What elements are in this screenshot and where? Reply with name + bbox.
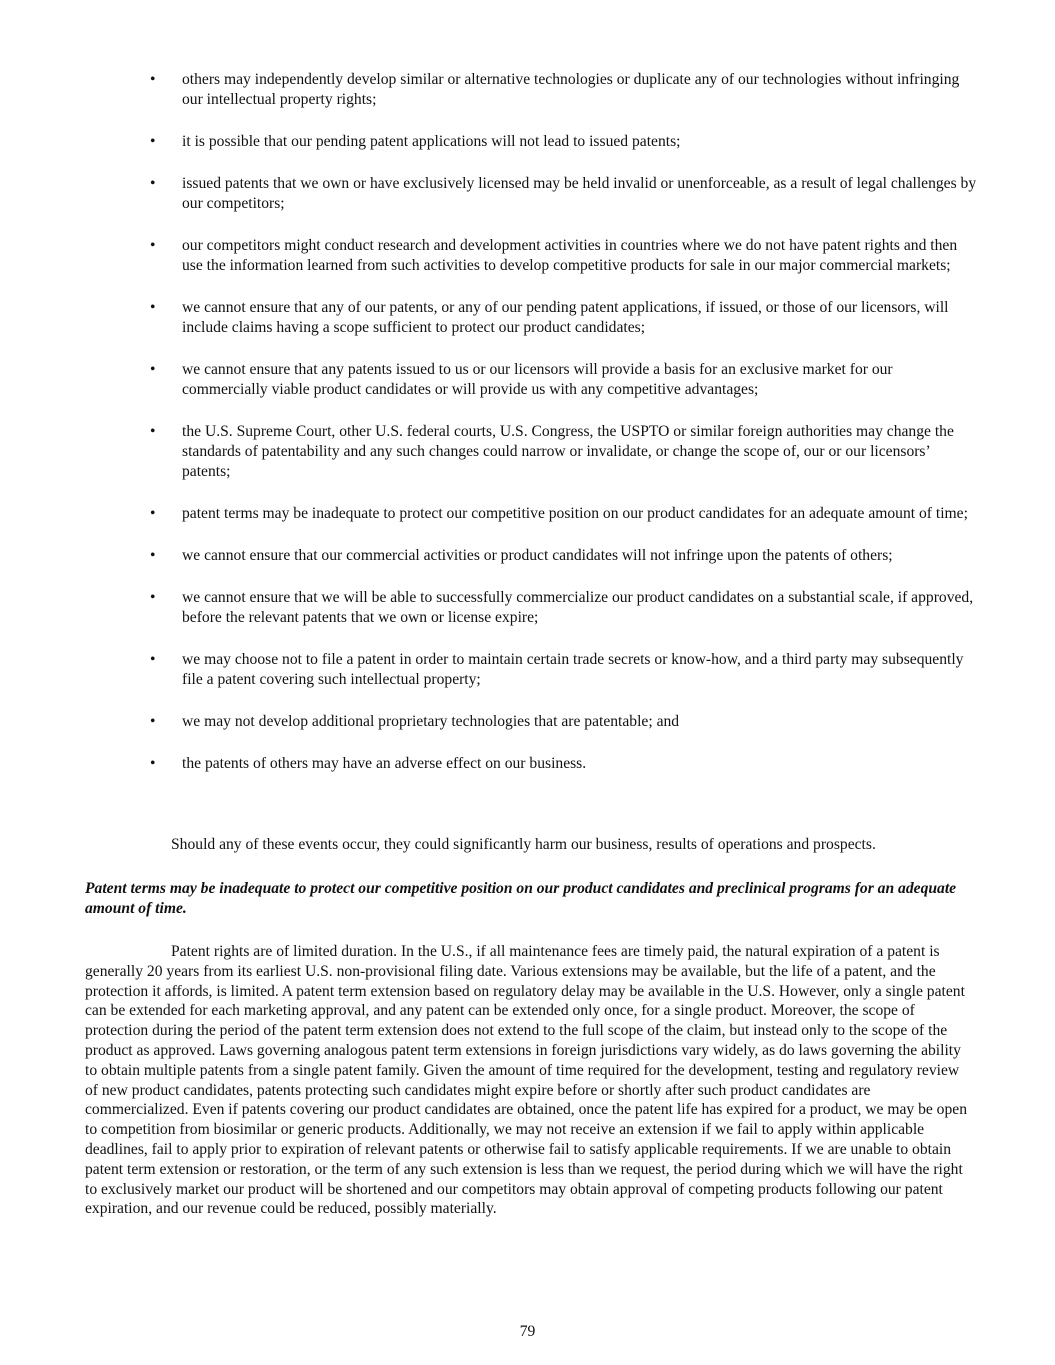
bullet-icon: • <box>150 71 156 88</box>
list-item-text: we cannot ensure that any patents issued to us or our licensors will provide a basis for an exclusive market for our commercially viable product candidates or will provide us with any competitive advantages; <box>182 361 893 398</box>
bullet-icon: • <box>150 299 156 316</box>
list-item-text: our competitors might conduct research and development activities in countries where we do not have patent rights and then use the information learned from such activities to develop competitive products for sale in our major commercial markets; <box>182 237 958 274</box>
list-item <box>148 504 978 524</box>
bullet-icon: • <box>150 547 156 564</box>
bullet-icon: • <box>150 237 156 254</box>
list-item <box>148 422 978 482</box>
page-number: 79 <box>519 1323 536 1340</box>
bullet-icon: • <box>150 423 156 440</box>
list-item-text: we may not develop additional proprietary technologies that are patentable; and <box>182 713 680 730</box>
list-item-text: it is possible that our pending patent applications will not lead to issued patents; <box>182 133 681 150</box>
list-item <box>148 298 978 338</box>
list-item-text: issued patents that we own or have exclusively licensed may be held invalid or unenforceable, as a result of legal challenges by our competitors; <box>182 175 977 212</box>
list-item <box>148 360 978 400</box>
list-item-text: patent terms may be inadequate to protect our competitive position on our product candidates for an adequate amount of time; <box>182 505 968 522</box>
list-item <box>148 70 978 110</box>
list-item-text: others may independently develop similar or alternative technologies or duplicate any of our technologies without infringing our intellectual property rights; <box>182 71 960 108</box>
list-item-text: the U.S. Supreme Court, other U.S. federal courts, U.S. Congress, the USPTO or similar foreign authorities may change the standards of patentability and any such changes could narrow or invalidate, or change the scope of, our or our licensors’ patents; <box>182 423 954 480</box>
list-item-text: we cannot ensure that we will be able to successfully commercialize our product candidates on a substantial scale, if approved, before the relevant patents that we own or license expire; <box>182 589 974 626</box>
bullet-icon: • <box>150 505 156 522</box>
bullet-icon: • <box>150 589 156 606</box>
list-item <box>148 132 978 152</box>
section-heading: Patent terms may be inadequate to protect our competitive position on our product candidates and preclinical programs for an adequate amount of time. <box>85 880 957 917</box>
list-item <box>148 754 978 774</box>
list-item-text: we cannot ensure that any of our patents, or any of our pending patent applications, if issued, or those of our licensors, will include claims having a scope sufficient to protect our product candidates; <box>182 299 949 336</box>
list-item <box>148 174 978 214</box>
risk-bullet-list <box>148 70 978 796</box>
bullet-icon: • <box>150 651 156 668</box>
section-paragraph: Patent rights are of limited duration. In the U.S., if all maintenance fees are timely paid, the natural expiration of a patent is generally 20 years from its earliest U.S. non-provisional filing date. Various extensions may be available, but the life of a patent, and the protection it affords, is limited. A patent term extension based on regulatory delay may be available in the U.S. However, only a single patent can be extended for each marketing approval, and any patent can be extended only once, for a single product. Moreover, the scope of protection during the period of the patent term extension does not extend to the full scope of the claim, but instead only to the scope of the product as approved. Laws governing analogous patent term extensions in foreign jurisdictions vary widely, as do laws governing the ability to obtain multiple patents from a single patent family. Given the amount of time required for the development, testing and regulatory review of new product candidates, patents protecting such candidates might expire before or shortly after such product candidates are commercialized. Even if patents covering our product candidates are obtained, once the patent life has expired for a product, we may be open to competition from biosimilar or generic products. Additionally, we may not receive an extension if we fail to apply within applicable deadlines, fail to apply prior to expiration of relevant patents or otherwise fail to satisfy applicable requirements. If we are unable to obtain patent term extension or restoration, or the term of any such extension is less than we request, the period during which we will have the right to exclusively market our product will be shortened and our competitors may obtain approval of competing products following our patent expiration, and our revenue could be reduced, possibly materially. <box>85 943 967 1218</box>
list-item <box>148 588 978 628</box>
bullet-icon: • <box>150 755 156 772</box>
list-item <box>148 236 978 276</box>
bullet-icon: • <box>150 175 156 192</box>
bullet-icon: • <box>150 713 156 730</box>
list-item <box>148 650 978 690</box>
closing-sentence: Should any of these events occur, they could significantly harm our business, results of operations and prospects. <box>171 836 876 853</box>
bullet-icon: • <box>150 361 156 378</box>
list-item-text: we may choose not to file a patent in order to maintain certain trade secrets or know-how, and a third party may subsequently file a patent covering such intellectual property; <box>182 651 964 688</box>
list-item-text: we cannot ensure that our commercial activities or product candidates will not infringe upon the patents of others; <box>182 547 893 564</box>
list-item <box>148 712 978 732</box>
list-item <box>148 546 978 566</box>
bullet-icon: • <box>150 133 156 150</box>
list-item-text: the patents of others may have an adverse effect on our business. <box>182 755 587 772</box>
